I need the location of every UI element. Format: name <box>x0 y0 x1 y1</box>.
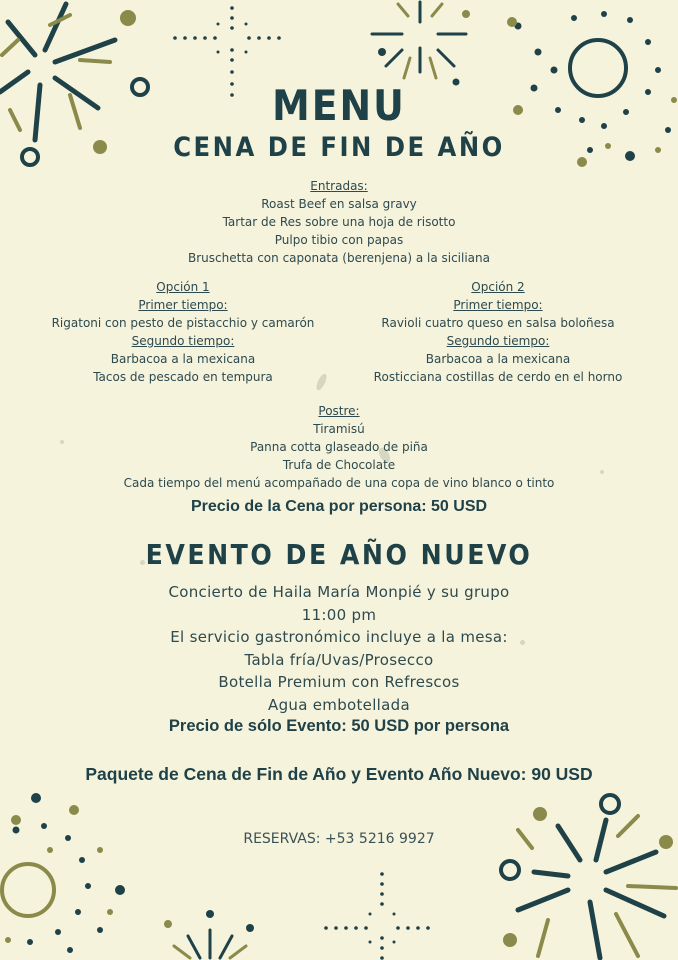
page-title: MENU <box>272 81 406 130</box>
firework-icon <box>320 868 440 960</box>
option-2-heading: Opción 2 <box>471 280 525 294</box>
option-1-heading: Opción 1 <box>156 280 210 294</box>
list-item: Panna cotta glaseado de piña <box>250 440 428 454</box>
firework-icon <box>362 0 480 90</box>
second-course-heading: Segundo tiempo: <box>446 334 550 348</box>
event-line: Concierto de Haila María Monpié y su grupo <box>168 583 510 601</box>
list-item: Tartar de Res sobre una hoja de risotto <box>222 215 456 229</box>
event-line: Botella Premium con Refrescos <box>218 673 460 691</box>
option-1-section <box>40 278 326 386</box>
firework-icon <box>488 790 678 960</box>
list-item: Rosticciana costillas de cerdo en el horno <box>373 370 623 384</box>
list-item: Ravioli cuatro queso en salsa boloñesa <box>381 316 615 330</box>
postre-section <box>0 402 678 492</box>
list-item: Barbacoa a la mexicana <box>425 352 571 366</box>
firework-icon <box>0 790 140 960</box>
list-item: Rigatoni con pesto de pistacchio y camarón <box>51 316 315 330</box>
event-price: Precio de sólo Evento: 50 USD por persona <box>168 717 510 735</box>
reservation-phone: RESERVAS: +53 5216 9927 <box>243 831 435 847</box>
first-course-heading: Primer tiempo: <box>138 298 228 312</box>
event-line: Agua embotellada <box>268 695 410 714</box>
event-title: EVENTO DE AÑO NUEVO <box>145 538 533 571</box>
list-item: Roast Beef en salsa gravy <box>261 197 417 211</box>
second-course-heading: Segundo tiempo: <box>131 334 235 348</box>
entradas-section <box>0 177 678 267</box>
option-2-section <box>360 278 636 386</box>
event-line: El servicio gastronómico incluye a la mesa: <box>170 628 508 646</box>
list-item: Bruschetta con caponata (berenjena) a la siciliana <box>188 251 490 265</box>
firework-icon <box>160 900 260 960</box>
list-item: Pulpo tibio con papas <box>274 233 404 247</box>
event-line: 11:00 pm <box>301 605 377 624</box>
list-item: Tiramisú <box>313 422 365 436</box>
list-item: Barbacoa a la mexicana <box>110 352 256 366</box>
list-item: Trufa de Chocolate <box>282 458 396 472</box>
entradas-heading: Entradas: <box>310 179 368 193</box>
wine-note: Cada tiempo del menú acompañado de una copa de vino blanco o tinto <box>123 476 555 490</box>
first-course-heading: Primer tiempo: <box>453 298 543 312</box>
event-details <box>0 581 678 716</box>
page-subtitle: CENA DE FIN DE AÑO <box>173 132 505 163</box>
dinner-price: Precio de la Cena por persona: 50 USD <box>190 498 488 515</box>
postre-heading: Postre: <box>318 404 360 418</box>
list-item: Tacos de pescado en tempura <box>93 370 273 384</box>
event-line: Tabla fría/Uvas/Prosecco <box>244 650 434 669</box>
package-price: Paquete de Cena de Fin de Año y Evento Año Nuevo: 90 USD <box>85 764 593 784</box>
